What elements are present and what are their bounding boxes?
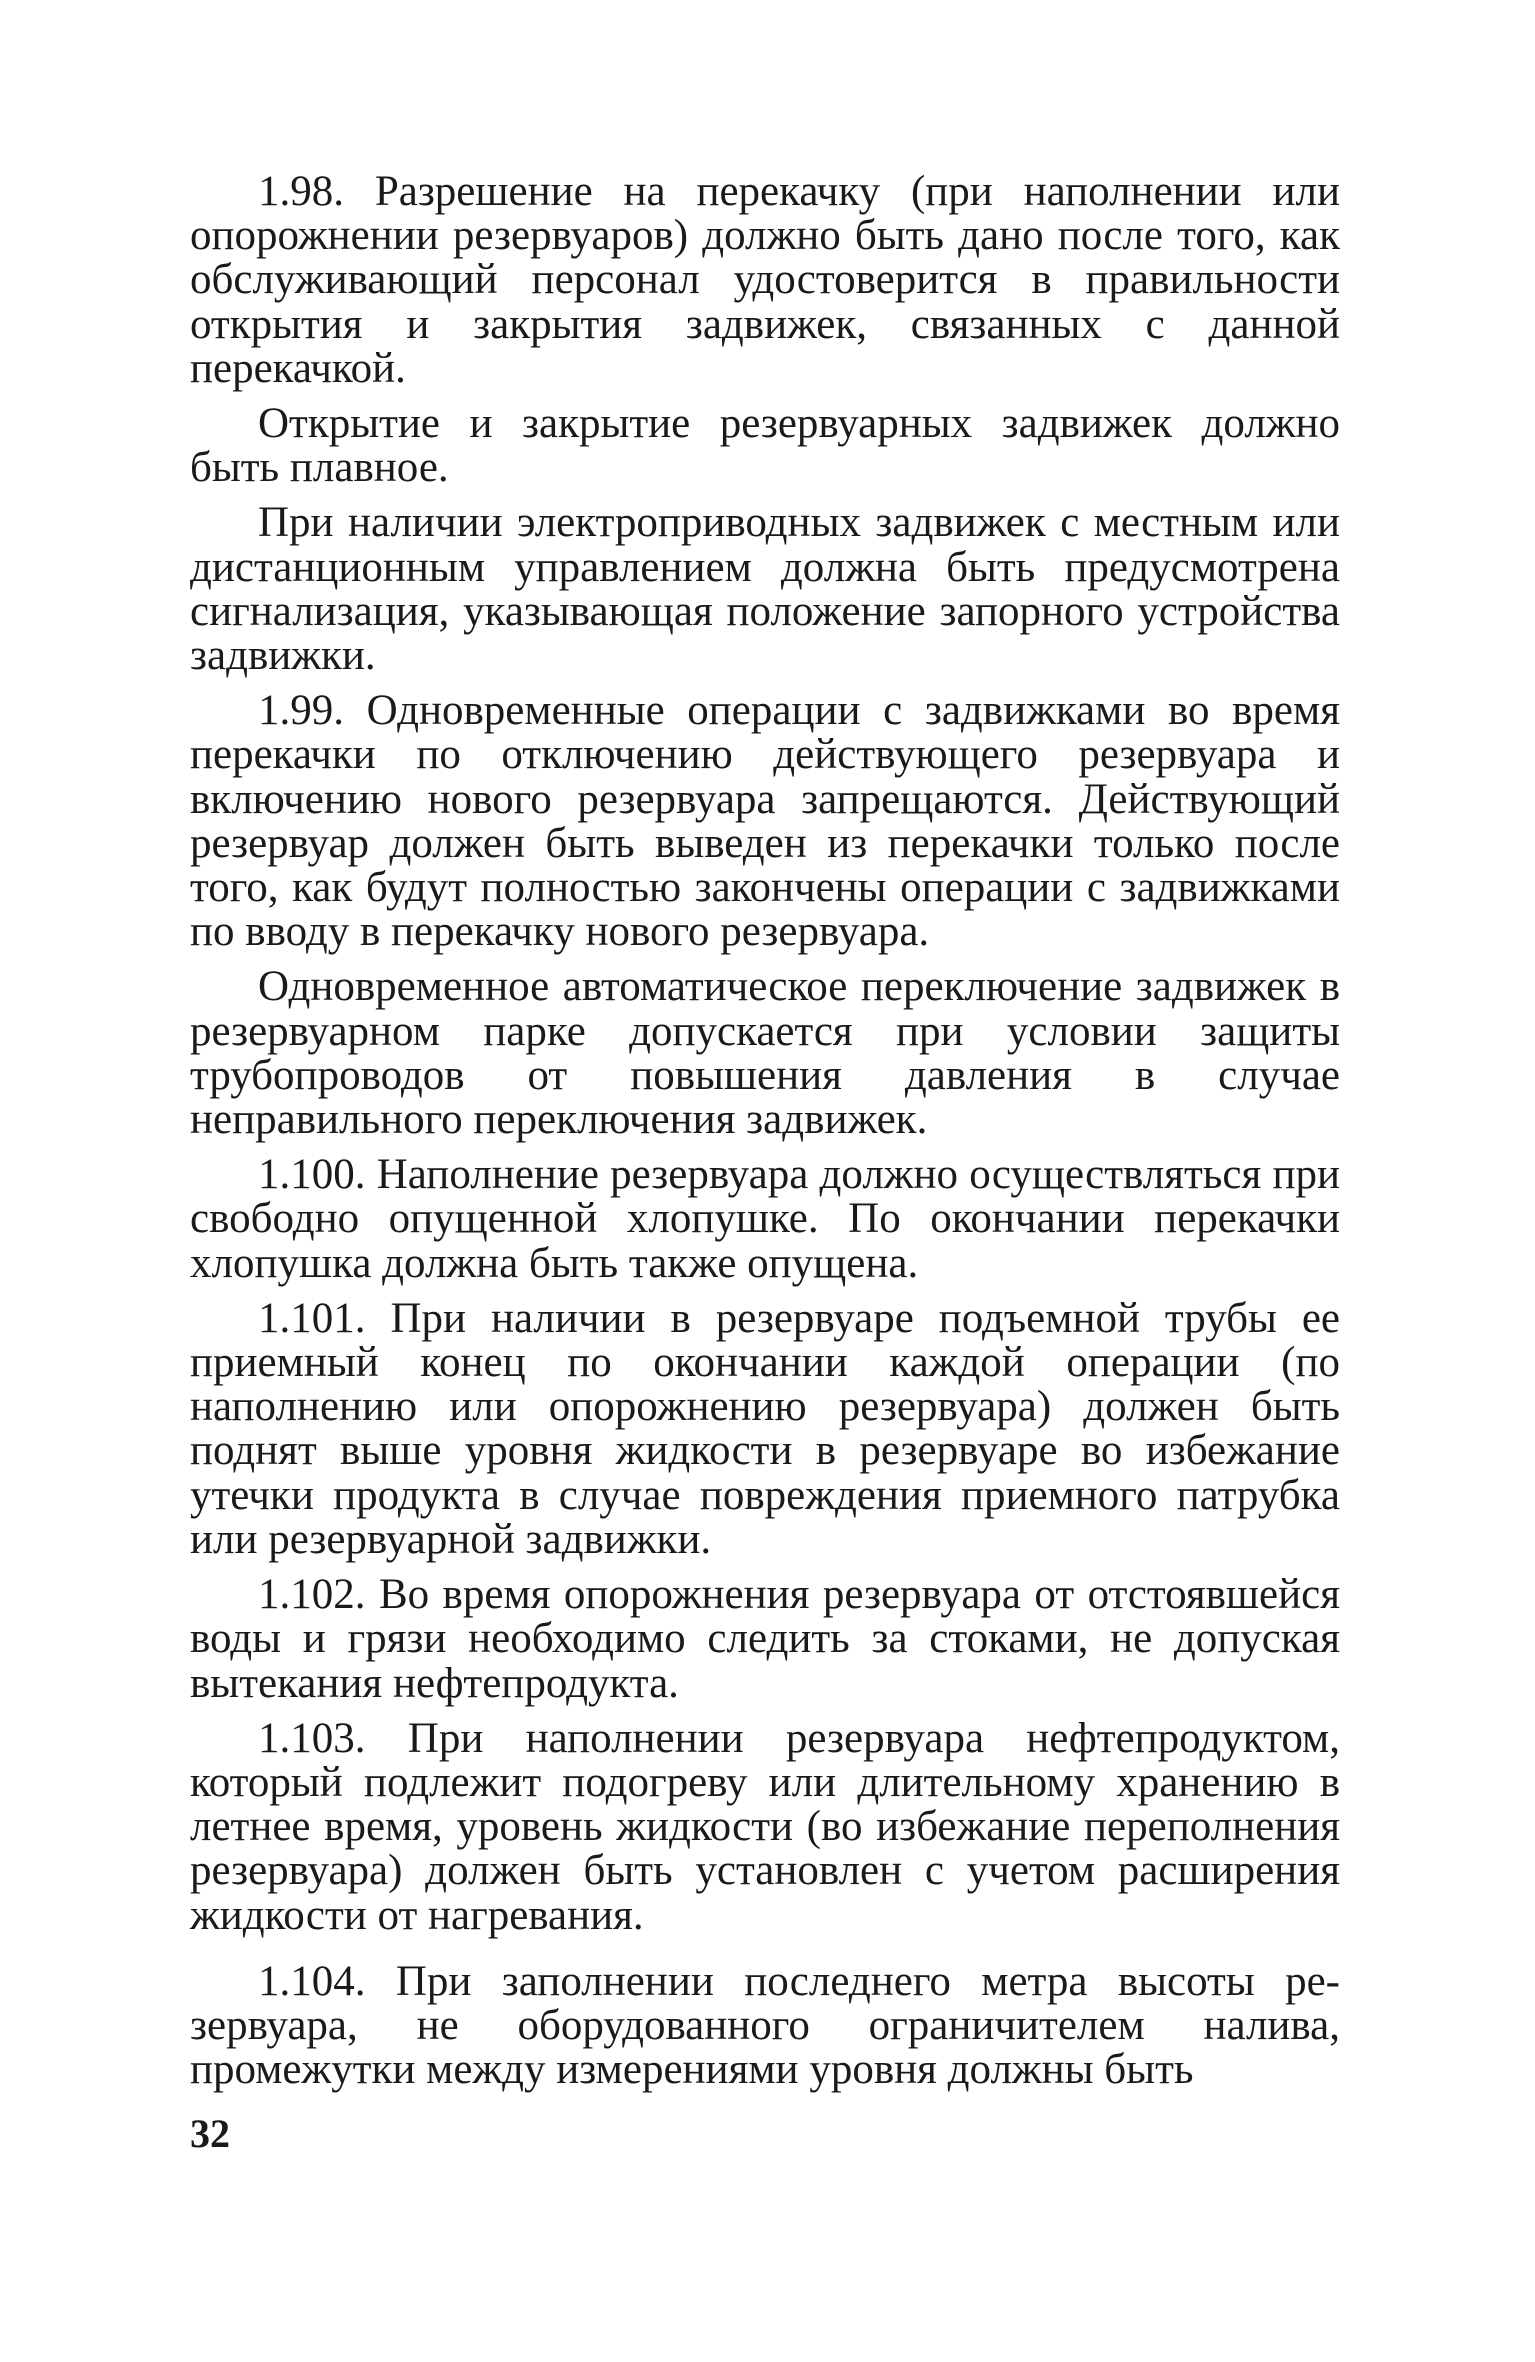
paragraph-1-99: 1.99. Одновременные операции с задвижками во время перекачки по отключению действующего резервуара и включению нового резервуара запрещаются. Действующий резервуар должен быть выведен из перекачки только после того, как будут полностью закончены операции с задвижками по вводу в перекачку нового резервуара. [190,687,1340,956]
paragraph-1-104: 1.104. При заполнении последнего метра высоты резервуара, не оборудованного ограничителем налива, промежутки между измерениями уровня должны быть [190,1957,1340,2094]
paragraph-automatic-switching: Одновременное автоматическое переключение задвижек в резервуарном парке допускается при условии защиты трубопроводов от повышения давления в случае неправильного переключения задвижек. [190,963,1340,1144]
paragraph-1-98: 1.98. Разрешение на перекачку (при наполнении или опорожнении резервуаров) должно быть дано после того, как обслуживающий персонал удостоверится в правильности открытия и закрытия задвижек, связанных с данной перекачкой. [190,168,1340,392]
paragraph-1-102: 1.102. Во время опорожнения резервуара от отстоявшейся воды и грязи необходимо следить за стоками, не допуская вытекания нефтепродукта. [190,1571,1340,1707]
paragraph-1-101: 1.101. При наличии в резервуаре подъемной трубы ее приемный конец по окончании каждой операции (по наполнению или опорожнению резервуара) должен быть поднят выше уровня жидкости в резервуаре во избежание утечки продукта в случае повреждения приемного патрубка или резервуарной задвижки. [190,1294,1340,1563]
paragraph-electric-valves: При наличии электроприводных задвижек с местным или дистанционным управлением должна быть предусмотрена сигнализация, указывающая положение запорного устройства задвижки. [190,499,1340,680]
paragraph-1-103: 1.103. При наполнении резервуара нефтепродуктом, который подлежит подогреву или длительному хранению в летнее время, уровень жидкости (во избежание переполнения резервуара) должен быть установлен с учетом расширения жидкости от нагревания. [190,1714,1340,1939]
page-body [190,170,1340,2103]
page-number: 32 [190,2111,230,2156]
paragraph-1-100: 1.100. Наполнение резервуара должно осуществляться при свободно опущенной хлопушке. По окончании перекачки хлопушка должна быть также опущена. [190,1151,1340,1287]
paragraph-valve-opening: Открытие и закрытие резервуарных задвижек должно быть плавное. [190,400,1340,492]
